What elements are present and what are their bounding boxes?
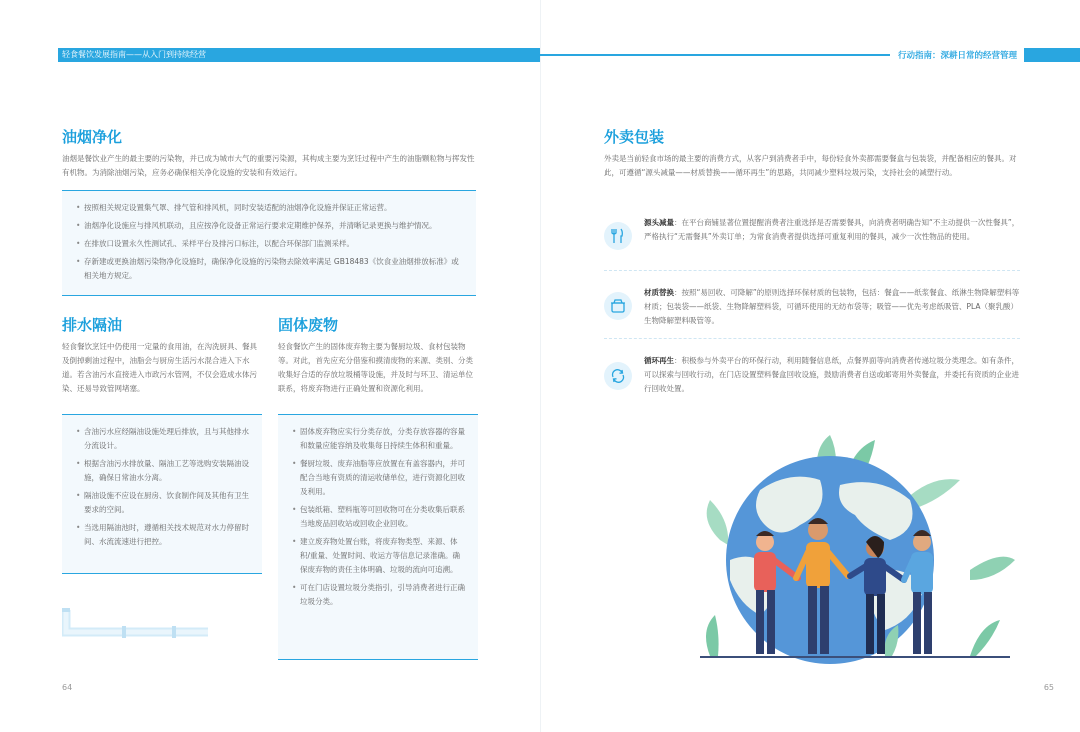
section-title-waste: 固体废物 bbox=[278, 316, 339, 334]
section-intro-packaging: 外卖是当前轻食市场的最主要的消费方式，从客户到消费者手中，每份轻食外卖都需要餐盒与包装袋，并配备相应的餐具。对此，可遵循“源头减量——材质替换——循环再生”的思路，共同减少塑料垃圾污染，支持社会的减塑行动。 bbox=[604, 154, 1017, 177]
header-bar-right bbox=[1024, 48, 1080, 62]
bullet-box-waste bbox=[278, 414, 478, 660]
section-title-smoke: 油烟净化 bbox=[62, 128, 123, 146]
list-item: • 油烟净化设施应与排风机联动，且应按净化设备正常运行要求定期维护保养，并清晰记录更换与维护情况。 bbox=[76, 219, 464, 233]
bullet-box-drain bbox=[62, 414, 262, 574]
list-item: • 餐厨垃圾、废弃油脂等应放置在有盖容器内，并可配合当地有资质的清运收储单位，进行资源化回收及利用。 bbox=[292, 457, 466, 499]
header-left-text: 轻食餐饮发展指南——从入门到持续经营 bbox=[62, 50, 206, 59]
list-item: • 当选用隔油池时，遵循相关技术规范对水力停留时间、水流流速进行把控。 bbox=[76, 521, 250, 549]
section-intro-waste: 轻食餐饮产生的固体废弃物主要为餐厨垃圾、食材包装物等。对此，首先应充分借鉴和摸清废物的来源、类别、分类收集好合适的存放垃圾桶等设施，并及时与环卫、清运单位联系，将废弃物进行正确处置和资源化利用。 bbox=[278, 342, 473, 393]
list-item: • 按照相关规定设置集气罩、排气管和排风机，同时安装适配的油烟净化设施并保证正常运营。 bbox=[76, 201, 464, 215]
section-title-drain: 排水隔油 bbox=[62, 316, 123, 334]
packaging-item-recycle bbox=[644, 354, 1022, 396]
bullet-box-smoke bbox=[62, 190, 476, 296]
section-intro-drain: 轻食餐饮烹饪中仍使用一定量的食用油，在沟洗厨具、餐具及倒掉剩油过程中，油脂会与厨房生活污水混合进入下水道。若含油污水直接进入市政污水管网，不仅会造成水体污染、还易导致管网堵塞。 bbox=[62, 342, 257, 393]
item-label: 源头减量 bbox=[644, 218, 674, 227]
divider bbox=[604, 270, 1020, 271]
list-item: • 含油污水应经隔油设施处理后排放，且与其他排水分流设计。 bbox=[76, 425, 250, 453]
item-text: ：按照“易回收、可降解”的原则选择环保材质的包装物，包括：餐盒——纸浆餐盒、纸淋生物降解塑料等材质；包装袋——纸袋、生物降解塑料袋，可循环使用的无纺布袋等；吸管——优先考虑纸吸管、PLA（聚乳酸）生物降解塑料吸管等。 bbox=[644, 288, 1020, 325]
list-item: • 隔油设施不应设在厨房、饮食制作间及其他有卫生要求的空间。 bbox=[76, 489, 250, 517]
header-bar-left bbox=[58, 48, 540, 62]
globe-people-illustration bbox=[670, 430, 1030, 670]
item-text: ：积极参与外卖平台的环保行动，利用随餐信息纸，点餐界面等向消费者传递垃圾分类理念。如有条件，可以探索与回收行动，在门店设置塑料餐盒回收设施，鼓励消费者自送或邮寄用外卖餐盒，并委托有资质的企业进行回收处置。 bbox=[644, 356, 1019, 393]
page-number-right: 65 bbox=[1043, 683, 1054, 692]
utensils-icon bbox=[604, 222, 632, 250]
list-item: • 包装纸箱、塑料瓶等可回收物可在分类收集后联系当地废品回收站或回收企业回收。 bbox=[292, 503, 466, 531]
recycle-icon bbox=[604, 362, 632, 390]
header-line-right bbox=[540, 54, 890, 56]
header-right-text: 行动指南：深耕日常的经营管理 bbox=[898, 51, 1018, 61]
list-item: • 固体废弃物应实行分类存放，分类存放容器的容量和数量应能容纳及收集每日持续生体积和重量。 bbox=[292, 425, 466, 453]
section-intro-smoke: 油烟是餐饮业产生的最主要的污染物，并已成为城市大气的重要污染源，其构成主要为烹饪过程中产生的油脂颗粒物与挥发性有机物。为消除油烟污染，应务必确保相关净化设施的安装和有效运行。 bbox=[62, 154, 475, 177]
page-number-left: 64 bbox=[62, 683, 73, 692]
container-icon bbox=[604, 292, 632, 320]
list-item: • 在排放口设置永久性测试孔、采样平台及排污口标注，以配合环保部门监测采样。 bbox=[76, 237, 464, 251]
item-label: 循环再生 bbox=[644, 356, 674, 365]
packaging-item-material bbox=[644, 286, 1022, 328]
divider bbox=[604, 338, 1020, 339]
pipe-illustration bbox=[62, 606, 212, 646]
item-label: 材质替换 bbox=[644, 288, 674, 297]
section-title-packaging: 外卖包装 bbox=[604, 128, 665, 146]
list-item: • 存新建或更换油烟污染物净化设施时，确保净化设施的污染物去除效率满足 GB18483《饮食业油烟排放标准》或相关地方规定。 bbox=[76, 255, 464, 283]
packaging-item-source bbox=[644, 216, 1022, 244]
list-item: • 可在门店设置垃圾分类指引，引导消费者进行正确垃圾分类。 bbox=[292, 581, 466, 609]
item-text: ：在平台商铺显著位置提醒消费者注重选择是否需要餐具，向消费者明确告知“不主动提供一次性餐具”，严格执行“无需餐具”外卖订单；为常食消费者提供选择可重复利用的餐具，减少一次性物品的使用。 bbox=[644, 218, 1020, 241]
list-item: • 根据含油污水排放量、隔油工艺等选购安装隔油设施，确保日常油水分离。 bbox=[76, 457, 250, 485]
right-page bbox=[540, 0, 1080, 732]
list-item: • 建立废弃物处置台账，将废弃物类型、来源、体积/重量、处置时间、收运方等信息记录准确。确保废弃物的责任主体明确、垃圾的流向可追溯。 bbox=[292, 535, 466, 577]
